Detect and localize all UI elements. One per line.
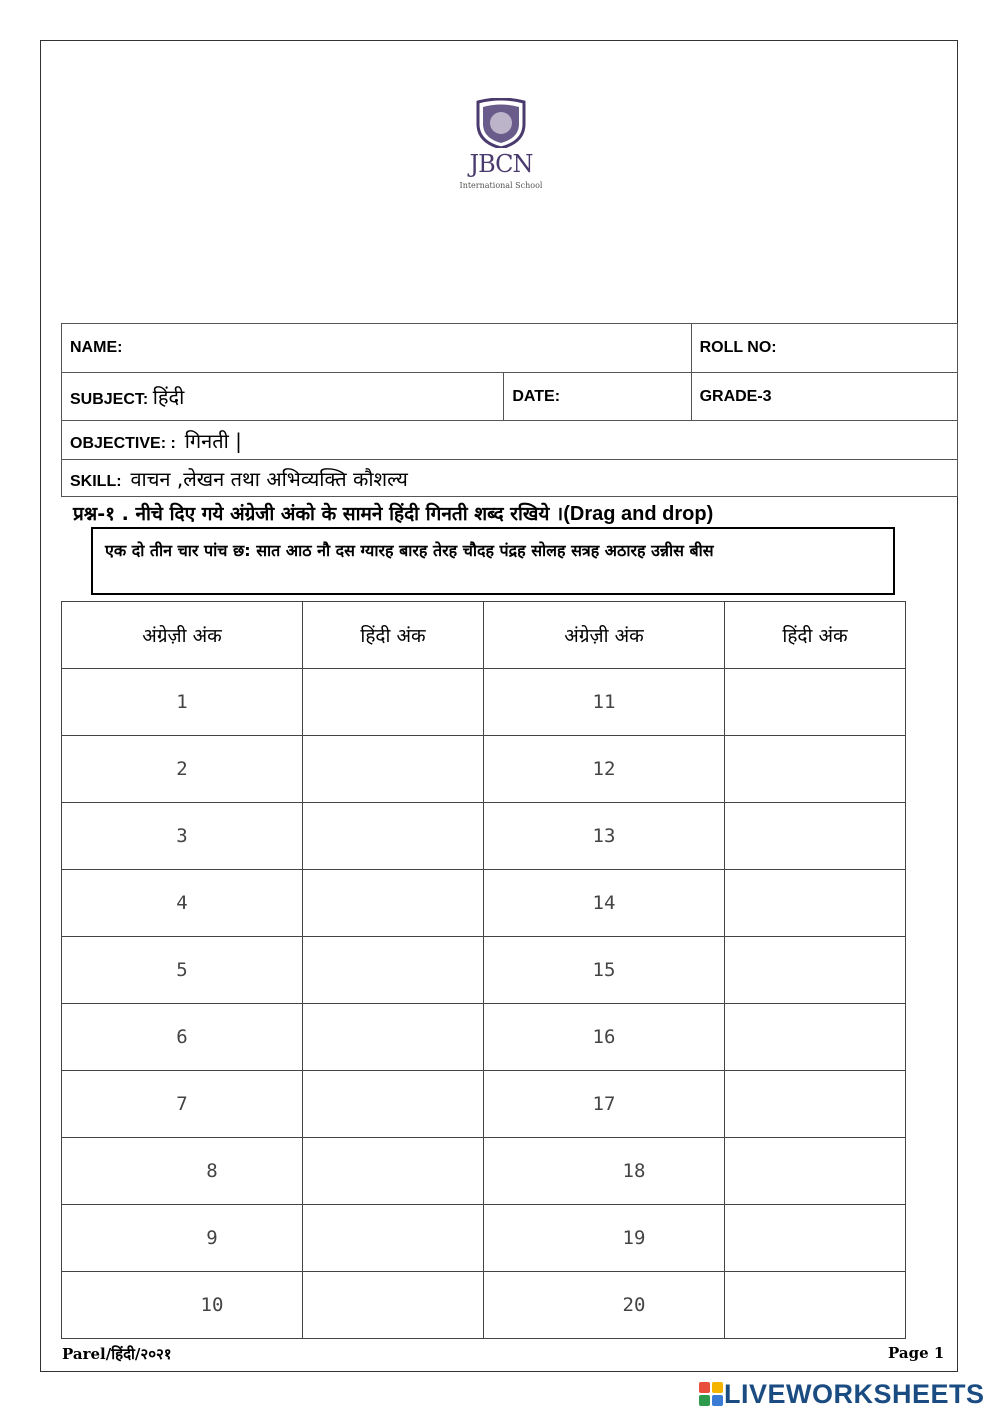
english-number: 2 <box>62 736 303 803</box>
hindi-answer-drop-zone[interactable] <box>303 669 484 736</box>
english-number: 7 <box>62 1071 303 1138</box>
subject-cell <box>62 373 504 421</box>
english-number: 13 <box>484 803 725 870</box>
grade-label: GRADE-3 <box>699 387 772 405</box>
english-number: 20 <box>484 1272 725 1339</box>
question-heading <box>73 500 713 526</box>
school-logo <box>446 98 556 198</box>
table-row <box>62 1205 906 1272</box>
name-label: NAME: <box>70 339 123 356</box>
name-cell[interactable] <box>62 324 692 373</box>
shield-icon <box>474 98 528 148</box>
hindi-answer-drop-zone[interactable] <box>725 937 906 1004</box>
english-number: 17 <box>484 1071 725 1138</box>
subject-value: हिंदी <box>152 385 185 409</box>
table-row <box>62 1004 906 1071</box>
table-row <box>62 803 906 870</box>
table-row <box>62 669 906 736</box>
english-number: 18 <box>484 1138 725 1205</box>
counting-table <box>61 601 906 1339</box>
table-row <box>62 1272 906 1339</box>
hindi-answer-drop-zone[interactable] <box>725 1205 906 1272</box>
english-number: 11 <box>484 669 725 736</box>
date-label: DATE: <box>512 387 561 405</box>
objective-label: OBJECTIVE: : <box>70 434 176 452</box>
objective-cell <box>62 421 958 460</box>
logo-subtitle: International School <box>459 181 543 190</box>
liveworksheets-logo-icon <box>698 1381 724 1407</box>
hindi-answer-drop-zone[interactable] <box>725 1071 906 1138</box>
student-info-table <box>61 323 958 497</box>
table-row <box>62 1071 906 1138</box>
footer-reference: Parel/हिंदी/२०२१ <box>62 1345 172 1363</box>
roll-label: ROLL NO: <box>699 339 777 356</box>
table-row <box>62 736 906 803</box>
hindi-answer-drop-zone[interactable] <box>303 1138 484 1205</box>
english-number: 3 <box>62 803 303 870</box>
page-number: Page 1 <box>888 1344 945 1362</box>
hindi-answer-drop-zone[interactable] <box>725 1004 906 1071</box>
english-number: 16 <box>484 1004 725 1071</box>
skill-value: वाचन ,लेखन तथा अभिव्यक्ति कौशल्य <box>130 466 408 491</box>
logo-wordmark: JBCN <box>469 150 533 178</box>
subject-label: SUBJECT: <box>70 391 149 408</box>
english-number: 5 <box>62 937 303 1004</box>
grade-cell <box>691 373 957 421</box>
hindi-answer-drop-zone[interactable] <box>725 669 906 736</box>
hindi-answer-drop-zone[interactable] <box>725 870 906 937</box>
brand-wordmark: LIVEWORKSHEETS <box>724 1378 985 1409</box>
skill-cell <box>62 460 958 497</box>
table-row <box>62 1138 906 1205</box>
header-hindi-1: हिंदी अंक <box>303 602 484 669</box>
table-row <box>62 937 906 1004</box>
table-row <box>62 870 906 937</box>
hindi-answer-drop-zone[interactable] <box>303 1205 484 1272</box>
hindi-answer-drop-zone[interactable] <box>303 803 484 870</box>
english-number: 8 <box>62 1138 303 1205</box>
hindi-answer-drop-zone[interactable] <box>303 870 484 937</box>
english-number: 4 <box>62 870 303 937</box>
hindi-answer-drop-zone[interactable] <box>725 803 906 870</box>
english-number: 6 <box>62 1004 303 1071</box>
english-number: 12 <box>484 736 725 803</box>
hindi-answer-drop-zone[interactable] <box>303 937 484 1004</box>
english-number: 15 <box>484 937 725 1004</box>
skill-label: SKILL: <box>70 472 122 490</box>
question-note: (Drag and drop) <box>563 503 714 525</box>
english-number: 14 <box>484 870 725 937</box>
header-english-2: अंग्रेज़ी अंक <box>484 602 725 669</box>
hindi-answer-drop-zone[interactable] <box>303 1004 484 1071</box>
hindi-answer-drop-zone[interactable] <box>303 736 484 803</box>
hindi-answer-drop-zone[interactable] <box>303 1272 484 1339</box>
word-bank[interactable]: एक दो तीन चार पांच छ: सात आठ नौ दस ग्यारह बारह तेरह चौदह पंद्रह सोलह सत्रह अठारह उन्नीस बीस <box>91 527 895 595</box>
objective-value: गिनती | <box>184 428 242 453</box>
liveworksheets-brand[interactable] <box>698 1378 985 1410</box>
roll-cell[interactable] <box>691 324 957 373</box>
english-number: 1 <box>62 669 303 736</box>
hindi-answer-drop-zone[interactable] <box>303 1071 484 1138</box>
header-hindi-2: हिंदी अंक <box>725 602 906 669</box>
english-number: 10 <box>62 1272 303 1339</box>
english-number: 9 <box>62 1205 303 1272</box>
english-number: 19 <box>484 1205 725 1272</box>
hindi-answer-drop-zone[interactable] <box>725 736 906 803</box>
hindi-answer-drop-zone[interactable] <box>725 1272 906 1339</box>
hindi-answer-drop-zone[interactable] <box>725 1138 906 1205</box>
question-text: प्रश्न-१ . नीचे दिए गये अंग्रेजी अंको के सामने हिंदी गिनती शब्द रखिये । <box>73 503 564 525</box>
date-cell[interactable] <box>504 373 691 421</box>
header-english-1: अंग्रेज़ी अंक <box>62 602 303 669</box>
